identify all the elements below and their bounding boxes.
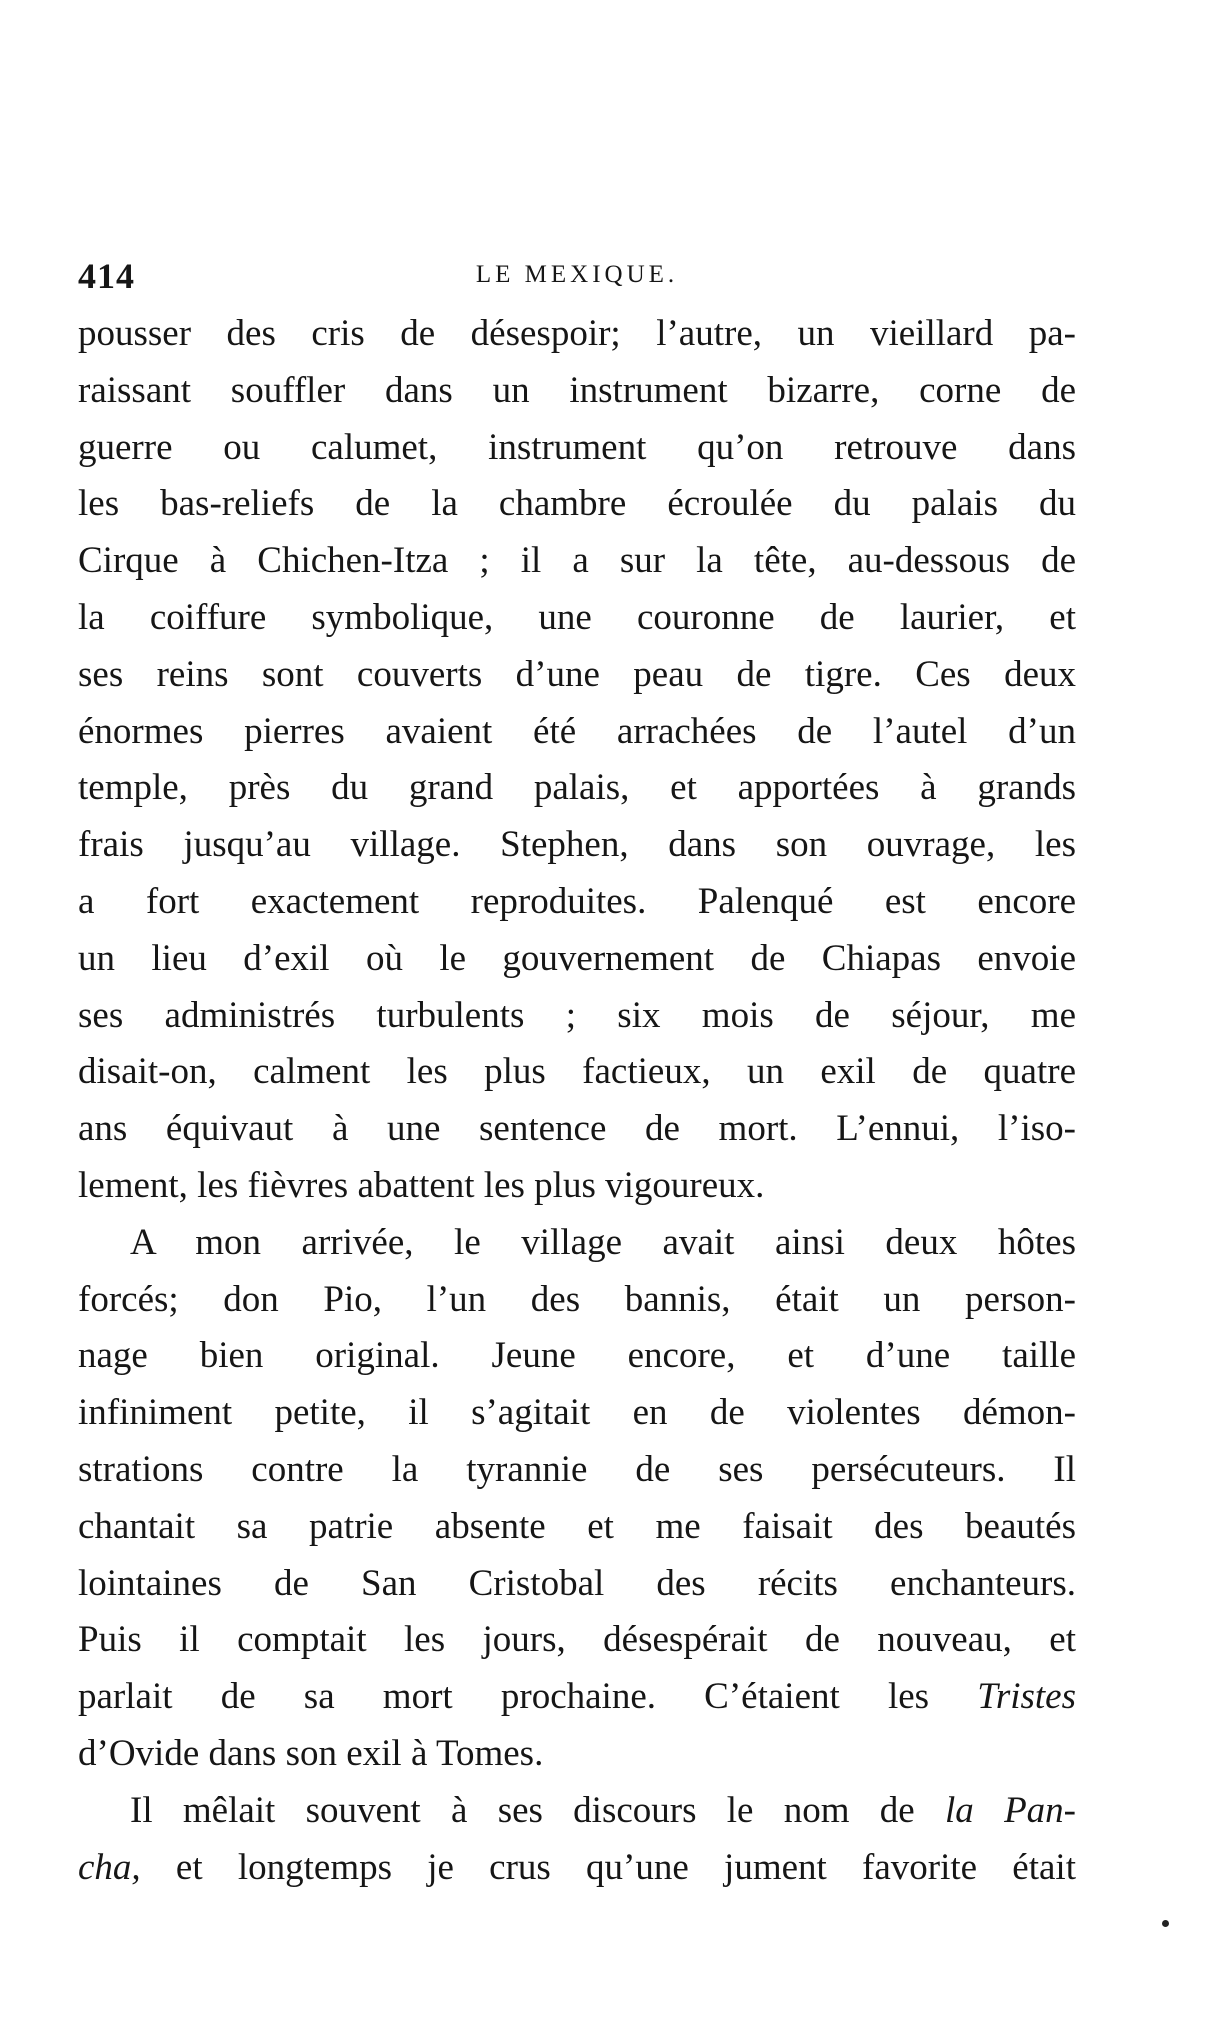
text-line: d’Ovide dans son exil à Tomes.: [78, 1732, 544, 1774]
page-header: [78, 255, 1076, 295]
text-line: ans équivaut à une sentence de mort. L’ennui, l’iso-: [78, 1108, 1076, 1150]
text-line: raissant souffler dans un instrument bizarre, corne de: [78, 369, 1076, 411]
text-line: A mon arrivée, le village avait ainsi deux hôtes: [130, 1221, 1076, 1263]
paragraph-2: [78, 1215, 1076, 1783]
italic-name: la Pan-: [945, 1789, 1076, 1831]
text-line: les bas-reliefs de la chambre écroulée du palais du: [78, 483, 1076, 525]
page-number: 414: [78, 256, 135, 296]
text-segment: et longtemps je crus qu’une jument favorite était: [140, 1846, 1076, 1888]
text-line: Cirque à Chichen-Itza ; il a sur la tête, au-dessous de: [78, 540, 1076, 582]
text-line: frais jusqu’au village. Stephen, dans son ouvrage, les: [78, 824, 1076, 866]
text-line: ses reins sont couverts d’une peau de tigre. Ces deux: [78, 653, 1076, 695]
paragraph-1: [78, 306, 1076, 1215]
text-line: nage bien original. Jeune encore, et d’une taille: [78, 1335, 1076, 1377]
text-line: lement, les fièvres abattent les plus vigoureux.: [78, 1164, 765, 1206]
text-line: guerre ou calumet, instrument qu’on retrouve dans: [78, 426, 1076, 468]
text-line: [78, 1783, 1076, 1840]
text-line: forcés; don Pio, l’un des bannis, était un person-: [78, 1278, 1076, 1320]
text-line: [78, 1669, 1076, 1726]
text-line: la coiffure symbolique, une couronne de laurier, et: [78, 596, 1076, 638]
text-segment: Il mêlait souvent à ses discours le nom de: [130, 1789, 946, 1831]
text-line: Puis il comptait les jours, désespérait de nouveau, et: [78, 1619, 1076, 1661]
running-title: LE MEXIQUE.: [475, 261, 679, 288]
body-text: [78, 306, 1076, 1896]
italic-title: Tristes: [977, 1676, 1076, 1718]
italic-name: cha,: [78, 1846, 141, 1888]
text-line: a fort exactement reproduites. Palenqué est encore: [78, 880, 1076, 922]
text-line: un lieu d’exil où le gouvernement de Chiapas envoie: [78, 937, 1076, 979]
text-line: ses administrés turbulents ; six mois de séjour, me: [78, 994, 1076, 1036]
text-line: disait-on, calment les plus factieux, un exil de quatre: [78, 1051, 1076, 1093]
text-line: pousser des cris de désespoir; l’autre, un vieillard pa-: [78, 313, 1076, 354]
text-line: énormes pierres avaient été arrachées de l’autel d’un: [78, 710, 1076, 752]
text-line: strations contre la tyrannie de ses persécuteurs. Il: [78, 1448, 1076, 1490]
text-segment: parlait de sa mort prochaine. C’étaient les: [78, 1676, 978, 1718]
text-line: temple, près du grand palais, et apportées à grands: [78, 767, 1076, 809]
text-line: [78, 1840, 1076, 1897]
text-line: infiniment petite, il s’agitait en de violentes démon-: [78, 1392, 1076, 1434]
stray-ink-mark: [1162, 1920, 1169, 1927]
paragraph-3: [78, 1783, 1076, 1897]
text-line: chantait sa patrie absente et me faisait des beautés: [78, 1505, 1076, 1547]
text-line: lointaines de San Cristobal des récits enchanteurs.: [78, 1562, 1076, 1604]
